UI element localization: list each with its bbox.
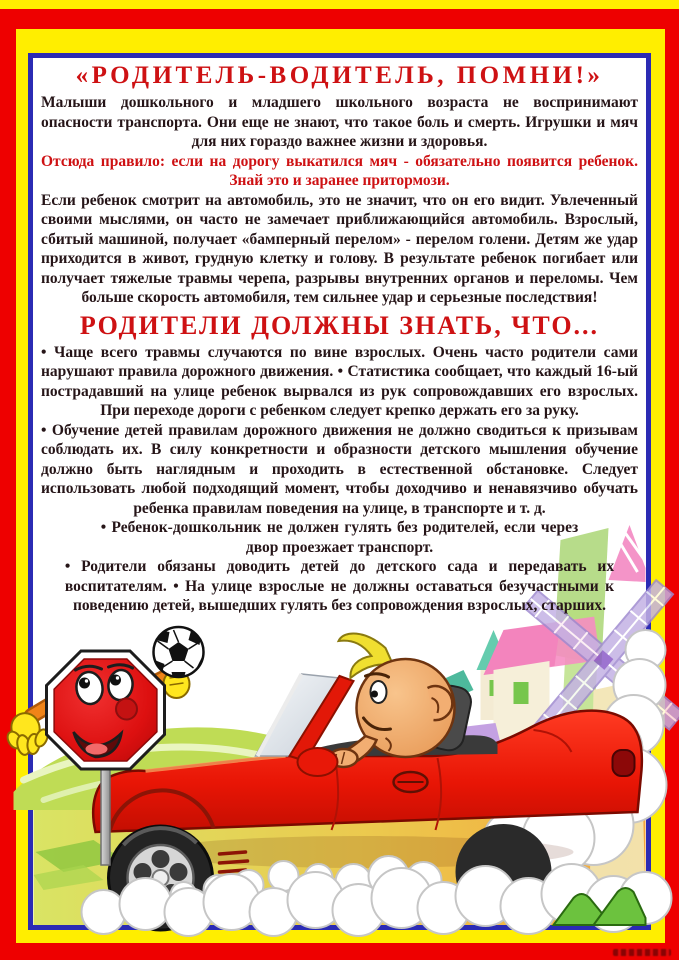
advice-paragraph-3: • Ребенок-дошкольник не должен гулять без родителей, если через двор проезжает транспорт. — [100, 519, 579, 556]
page-title: «РОДИТЕЛЬ-ВОДИТЕЛЬ, ПОМНИ!» — [75, 62, 604, 89]
left-arm — [5, 704, 52, 756]
advice-paragraph-2: • Обучение детей правилам дорожного движения не должно сводиться к призывам соблюдать их. В силу конкретности и образности детского мышления обучение должно быть наглядным и проходить в естественной обстановке. Следует использовать любой подходящий момент, чтобы доходчиво и ненавязчиво обучать ребенка правилам поведения на улице, в транспорте и т. д. — [41, 421, 638, 517]
rule-paragraph: Отсюда правило: если на дорогу выкатился мяч - обязательно появится ребенок. Знай это и заранее притормози. — [41, 152, 638, 189]
brake-light — [613, 750, 635, 776]
consequences-paragraph: Если ребенок смотрит на автомобиль, это не значит, что он его видит. Увлеченный своими мыслями, он часто не замечает приближающийся автомобиль. Взрослый, сбитый машиной, получает «бамперный перелом» - перелом голени. Детям же удар приходится в живот, грудную клетку и голову. В результате ребенок погибает или получает тяжелые травмы черепа, разрывы внутренних органов и переломы. Чем больше скорость автомобиля, тем сильнее удар и серьезные последствия! — [41, 191, 638, 306]
advice-paragraph-1: • Чаще всего травмы случаются по вине взрослых. Очень часто родители сами нарушают правила дорожного движения. • Статистика сообщает, что каждый 16-ый пострадавший на улице ребенок вырвался из рук сопровождавших его взрослых. При переходе дороги с ребенком следует крепко держать его за руку. — [41, 343, 638, 419]
watermark — [613, 949, 671, 956]
side-mirror — [298, 748, 338, 776]
section-heading: РОДИТЕЛИ ДОЛЖНЫ ЗНАТЬ, ЧТО... — [79, 310, 600, 340]
poster-content — [33, 58, 646, 925]
advice-paragraph-4: • Родители обязаны доводить детей до детского сада и передавать их воспитателям. • На улице взрослые не должны оставаться безучастными к поведению детей, вышедших гулять без сопровождения взрослых, старших. — [64, 558, 615, 614]
intro-paragraph: Малыши дошкольного и младшего школьного возраста не воспринимают опасности транспорта. Они еще не знают, что такое боль и смерть. Игрушки и мяч для них гораздо важнее жизни и здоровья. — [41, 94, 638, 150]
sign-pole — [101, 768, 110, 865]
frame-yellow — [16, 29, 665, 943]
frame-blue — [28, 53, 651, 930]
frame-outer-yellow — [0, 0, 679, 9]
frame-red — [0, 9, 679, 960]
